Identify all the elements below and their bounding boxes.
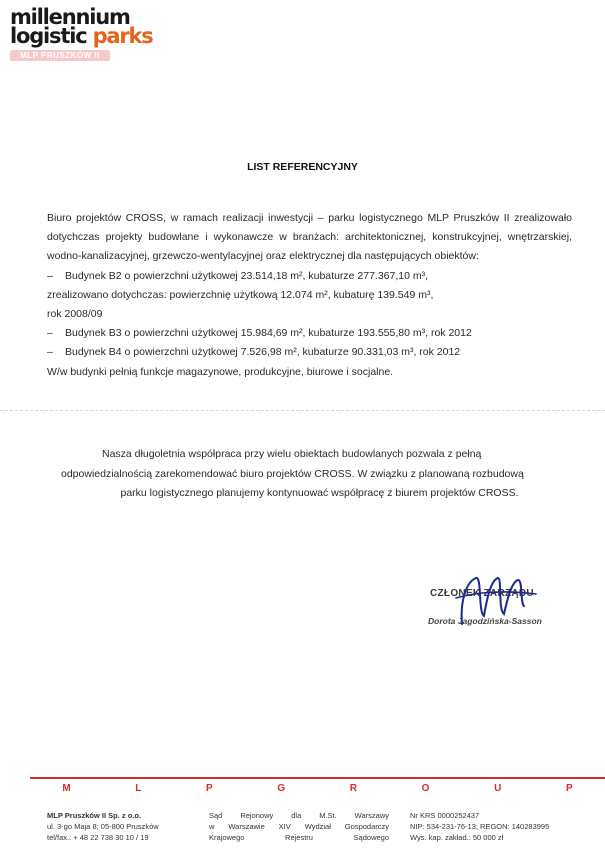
group-letter: L xyxy=(135,783,142,794)
recommendation-paragraph xyxy=(61,445,578,504)
list-dash: – xyxy=(47,269,53,282)
group-letter: P xyxy=(206,783,213,794)
recommendation-line-2: odpowiedzialnością zarekomendować biuro projektów CROSS. W związku z planowaną rozbudową xyxy=(61,467,524,480)
list-item-continuation: zrealizowano dotychczas: powierzchnię użytkową 12.074 m², kubaturę 139.549 m³, xyxy=(47,288,434,301)
footer-krs: Nr KRS 0000252437 xyxy=(410,811,480,820)
list-item xyxy=(47,267,572,286)
signatory-name: Dorota Jagodzińska-Sasson xyxy=(428,616,542,626)
letter-body xyxy=(47,209,572,382)
list-item-text: Budynek B3 o powierzchni użytkowej 15.984,69 m², kubaturze 193.555,80 m³, rok 2012 xyxy=(65,327,472,340)
intro-paragraph: Biuro projektów CROSS, w ramach realizacji inwestycji – parku logistycznego MLP Pruszków II zrealizowało dotychczas projekty budowlane i wykonawcze w branżach: architektonicznej, konstrukcyjnej, wnętrzarskiej, wodno-kanalizacyjnej, grzewczo-wentylacyjnej oraz elektrycznej dla następujących obiektów: xyxy=(47,212,572,263)
list-dash: – xyxy=(47,346,53,359)
footer-registry-info xyxy=(410,810,600,843)
footer-address: ul. 3-go Maja 8; 05-800 Pruszków xyxy=(47,822,159,831)
footer-company-info xyxy=(47,810,192,843)
footer-company-name: MLP Pruszków II Sp. z o.o. xyxy=(47,811,142,820)
footer-nip: NIP: 534-231-76-13; REGON: 140283995 xyxy=(410,822,550,831)
list-item xyxy=(47,343,572,362)
footer-court-line: Sąd Rejonowy dla M.St. Warszawy xyxy=(209,811,389,820)
logo-line-2 xyxy=(10,24,153,48)
logo-word-logistic: logistic xyxy=(10,24,87,48)
logo-badge: MLP PRUSZKÓW II xyxy=(10,50,110,61)
recommendation-line-3: parku logistycznego planujemy kontynuować współpracę z biurem projektów CROSS. xyxy=(120,487,519,499)
footer-court-info xyxy=(209,810,389,843)
group-letter: G xyxy=(277,783,286,794)
footer-group-letters xyxy=(30,783,605,797)
group-letter: O xyxy=(421,783,430,794)
functions-line: W/w budynki pełnią funkcje magazynowe, produkcyjne, biurowe i socjalne. xyxy=(47,365,394,378)
signatory-role: CZŁONEK ZARZĄDU xyxy=(430,588,534,599)
group-letter: P xyxy=(565,783,573,794)
list-item-text: Budynek B4 o powierzchni użytkowej 7.526,98 m², kubaturze 90.331,03 m³, rok 2012 xyxy=(65,346,461,359)
footer-capital: Wys. kap. zakład.: 50 000 zł xyxy=(410,833,504,842)
footer-phone: tel/fax.: + 48 22 738 30 10 / 19 xyxy=(47,833,149,842)
company-logo xyxy=(10,5,153,61)
footer-court-line: w Warszawie XIV Wydział Gospodarczy xyxy=(209,822,389,831)
handwritten-signature xyxy=(426,572,556,632)
group-letter: R xyxy=(349,783,358,794)
group-letter: M xyxy=(62,783,71,794)
logo-line-1: millennium xyxy=(10,5,130,29)
list-dash: – xyxy=(47,327,53,340)
logo-word-parks: parks xyxy=(92,24,153,48)
footer-divider xyxy=(30,777,605,779)
signature-stamp xyxy=(426,586,596,646)
group-letter: U xyxy=(494,783,502,794)
list-item-continuation: rok 2008/09 xyxy=(47,308,103,321)
recommendation-line-1: Nasza długoletnia współpraca przy wielu obiektach budowlanych pozwala z pełną xyxy=(102,448,482,460)
scan-artifact-line xyxy=(0,410,605,411)
letter-title: LIST REFERENCYJNY xyxy=(247,161,358,173)
list-item xyxy=(47,324,572,343)
footer-court-line: Krajowego Rejestru Sądowego xyxy=(209,833,389,842)
list-item-text: Budynek B2 o powierzchni użytkowej 23.514,18 m², kubaturze 277.367,10 m³, xyxy=(65,269,429,282)
